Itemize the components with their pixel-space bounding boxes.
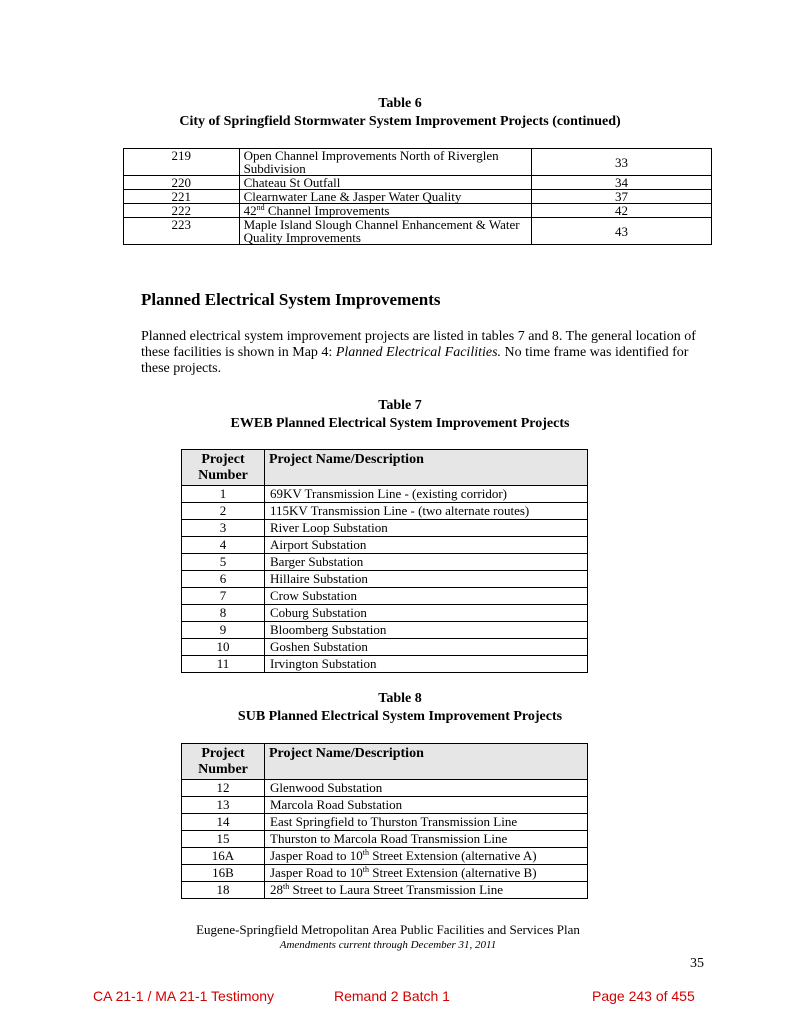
table-row	[182, 554, 588, 571]
project-description: 42nd Channel Improvements	[239, 204, 531, 218]
project-description: Goshen Substation	[265, 639, 588, 656]
header-project-description: Project Name/Description	[265, 744, 588, 780]
table-row	[182, 797, 588, 814]
project-description: Barger Substation	[265, 554, 588, 571]
table-row	[182, 848, 588, 865]
table-row	[182, 622, 588, 639]
project-number: 10	[182, 639, 265, 656]
project-number: 223	[124, 218, 240, 245]
project-description: Hillaire Substation	[265, 571, 588, 588]
project-number: 7	[182, 588, 265, 605]
table-row	[124, 218, 712, 245]
project-description: Bloomberg Substation	[265, 622, 588, 639]
section-heading: Planned Electrical System Improvements	[141, 290, 441, 309]
table-row	[182, 882, 588, 899]
footer-amendments: Amendments current through December 31, 2011	[279, 939, 497, 951]
table-row	[182, 780, 588, 797]
header-project-number: Project Number	[182, 450, 265, 486]
table6-caption-line2: City of Springfield Stormwater System Improvement Projects (continued)	[179, 114, 621, 129]
table6-caption	[0, 95, 800, 131]
table7-caption	[0, 397, 800, 433]
table7-caption-line2: EWEB Planned Electrical System Improvement Projects	[230, 416, 570, 431]
project-number: 5	[182, 554, 265, 571]
table-row	[182, 605, 588, 622]
project-number: 220	[124, 176, 240, 190]
project-number: 3	[182, 520, 265, 537]
table-row	[182, 588, 588, 605]
project-number: 6	[182, 571, 265, 588]
table-row	[182, 486, 588, 503]
header-project-number: Project Number	[182, 744, 265, 780]
table6	[123, 148, 712, 245]
project-number: 2	[182, 503, 265, 520]
table7-caption-line1: Table 7	[378, 398, 422, 413]
page-reference: 34	[532, 176, 712, 190]
project-number: 14	[182, 814, 265, 831]
project-description: 28th Street to Laura Street Transmission Line	[265, 882, 588, 899]
project-description: Thurston to Marcola Road Transmission Line	[265, 831, 588, 848]
project-description: Jasper Road to 10th Street Extension (alternative A)	[265, 848, 588, 865]
project-description: River Loop Substation	[265, 520, 588, 537]
stamp-testimony: CA 21-1 / MA 21-1 Testimony	[93, 988, 275, 1004]
table8	[181, 743, 588, 899]
project-number: 221	[124, 190, 240, 204]
table8-caption-line1: Table 8	[378, 691, 422, 706]
table-row	[124, 149, 712, 176]
stamp-page-count: Page 243 of 455	[592, 988, 695, 1004]
project-description: Clearnwater Lane & Jasper Water Quality	[239, 190, 531, 204]
stamp-batch: Remand 2 Batch 1	[334, 988, 450, 1004]
table6-caption-line1: Table 6	[378, 96, 422, 111]
table-row	[124, 204, 712, 218]
page-reference: 33	[532, 149, 712, 176]
project-description: Marcola Road Substation	[265, 797, 588, 814]
table-row	[182, 639, 588, 656]
project-description: 115KV Transmission Line - (two alternate routes)	[265, 503, 588, 520]
table-header-row	[182, 450, 588, 486]
project-number: 222	[124, 204, 240, 218]
table-row	[124, 176, 712, 190]
table8-caption-line2: SUB Planned Electrical System Improvement Projects	[237, 709, 563, 724]
table-row	[182, 814, 588, 831]
table-row	[124, 190, 712, 204]
table-row	[182, 503, 588, 520]
project-number: 219	[124, 149, 240, 176]
project-number: 16B	[182, 865, 265, 882]
project-number: 15	[182, 831, 265, 848]
table-header-row	[182, 744, 588, 780]
footer-plan-title: Eugene-Springfield Metropolitan Area Public Facilities and Services Plan	[196, 922, 580, 937]
project-number: 16A	[182, 848, 265, 865]
project-number: 1	[182, 486, 265, 503]
project-description: Airport Substation	[265, 537, 588, 554]
project-number: 4	[182, 537, 265, 554]
project-description: Maple Island Slough Channel Enhancement & Water Quality Improvements	[239, 218, 531, 245]
project-description: Chateau St Outfall	[239, 176, 531, 190]
project-number: 11	[182, 656, 265, 673]
project-description: Irvington Substation	[265, 656, 588, 673]
table-row	[182, 571, 588, 588]
project-description: Glenwood Substation	[265, 780, 588, 797]
project-description: Jasper Road to 10th Street Extension (alternative B)	[265, 865, 588, 882]
section-paragraph: Planned electrical system improvement projects are listed in tables 7 and 8. The general location of these facilities is shown in Map 4: Planned Electrical Facilities. No time frame was identified for these projects.	[141, 329, 696, 376]
page-reference: 43	[532, 218, 712, 245]
project-description: Crow Substation	[265, 588, 588, 605]
table7	[181, 449, 588, 673]
project-number: 12	[182, 780, 265, 797]
project-description: 69KV Transmission Line - (existing corridor)	[265, 486, 588, 503]
table-row	[182, 537, 588, 554]
project-number: 8	[182, 605, 265, 622]
project-description: Coburg Substation	[265, 605, 588, 622]
project-number: 18	[182, 882, 265, 899]
table-row	[182, 656, 588, 673]
page-reference: 42	[532, 204, 712, 218]
table-row	[182, 831, 588, 848]
table-row	[182, 865, 588, 882]
project-number: 9	[182, 622, 265, 639]
page-reference: 37	[532, 190, 712, 204]
header-project-description: Project Name/Description	[265, 450, 588, 486]
project-number: 13	[182, 797, 265, 814]
table-row	[182, 520, 588, 537]
project-description: East Springfield to Thurston Transmission Line	[265, 814, 588, 831]
table8-caption	[0, 690, 800, 726]
page-number: 35	[690, 956, 704, 971]
project-description: Open Channel Improvements North of Riverglen Subdivision	[239, 149, 531, 176]
